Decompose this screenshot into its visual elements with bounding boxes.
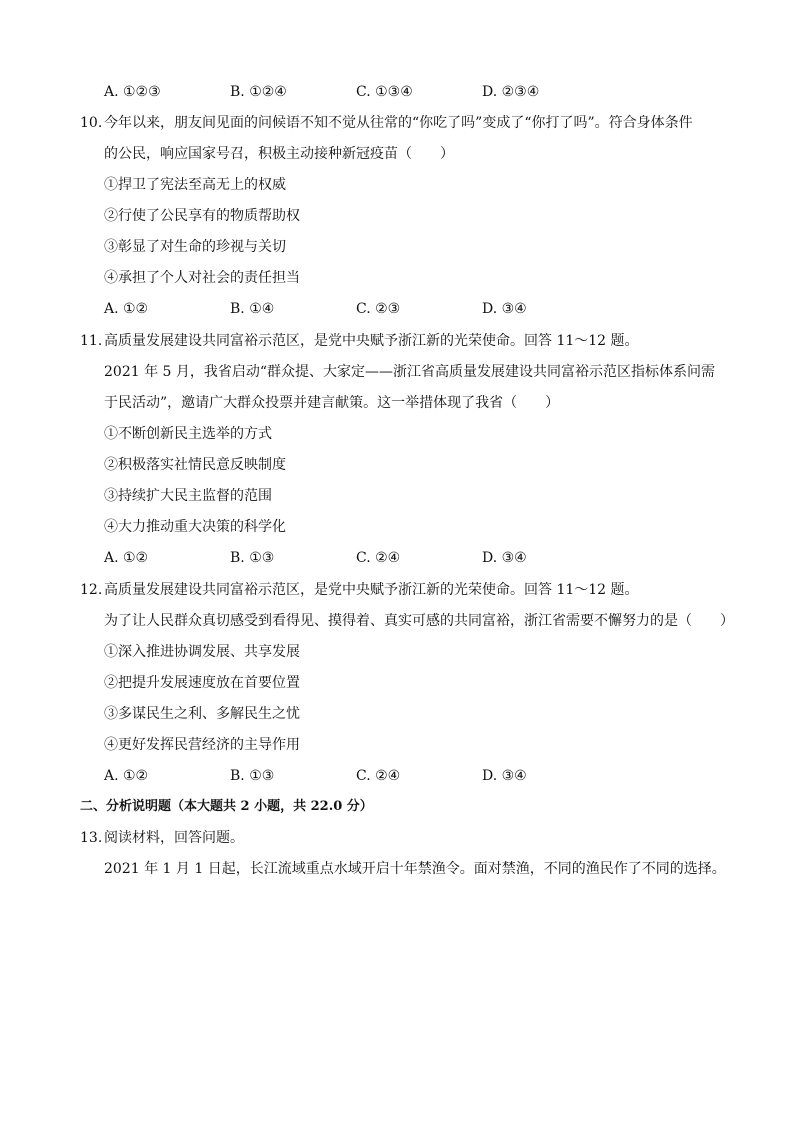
q10-item-2: ②行使了公民享有的物质帮助权 (104, 208, 300, 224)
q13-stem-line1: 2021 年 1 月 1 日起，长江流域重点水域开启十年禁渔令。面对禁渔，不同的渔民作了不同的选择。 (104, 861, 726, 877)
option-b: B. ①③ (230, 768, 275, 784)
q11-item-4: ④大力推动重大决策的科学化 (104, 519, 286, 535)
q10-item-3: ③彰显了对生命的珍视与关切 (104, 239, 286, 255)
q10-stem-line1: 今年以来，朋友间见面的问候语不知不觉从往常的“你吃了吗”变成了“你打了吗”。符合身体条件 (104, 115, 693, 131)
q12-number: 12. (80, 582, 103, 598)
q12-stem-line1: 为了让人民群众真切感受到看得见、摸得着、真实可感的共同富裕，浙江省需要不懈努力的是（ ） (104, 613, 734, 629)
q11-item-2: ②积极落实社情民意反映制度 (104, 457, 286, 473)
option-a: A. ①② (104, 301, 149, 317)
q11-number: 11. (80, 333, 103, 349)
q11-stem-line2: 于民活动”，邀请广大群众投票并建言献策。这一举措体现了我省（ ） (104, 395, 560, 411)
q12-item-4: ④更好发挥民营经济的主导作用 (104, 737, 300, 753)
option-d: D. ③④ (482, 768, 527, 784)
q10-options (104, 299, 664, 319)
q11-item-3: ③持续扩大民主监督的范围 (104, 488, 272, 504)
q11-options (104, 548, 664, 568)
q10-item-4: ④承担了个人对社会的责任担当 (104, 270, 300, 286)
option-a: A. ①②③ (104, 84, 161, 100)
q10-stem-line2: 的公民，响应国家号召，积极主动接种新冠疫苗（ ） (104, 146, 454, 162)
q12-item-3: ③多谋民生之利、多解民生之忧 (104, 706, 300, 722)
q13-number: 13. (80, 830, 103, 846)
option-d: D. ③④ (482, 301, 527, 317)
q12-intro: 高质量发展建设共同富裕示范区，是党中央赋予浙江新的光荣使命。回答 11～12 题。 (104, 582, 639, 598)
q10-number: 10. (80, 115, 103, 131)
q10-item-1: ①捍卫了宪法至高无上的权威 (104, 177, 286, 193)
option-b: B. ①②④ (230, 84, 287, 100)
option-c: C. ②③ (356, 301, 401, 317)
option-a: A. ①② (104, 768, 149, 784)
q12-item-2: ②把提升发展速度放在首要位置 (104, 675, 300, 691)
option-d: D. ③④ (482, 550, 527, 566)
option-a: A. ①② (104, 550, 149, 566)
q9-options (104, 82, 664, 102)
q11-intro: 高质量发展建设共同富裕示范区，是党中央赋予浙江新的光荣使命。回答 11～12 题。 (104, 333, 639, 349)
q12-item-1: ①深入推进协调发展、共享发展 (104, 644, 300, 660)
q11-item-1: ①不断创新民主选举的方式 (104, 426, 272, 442)
option-c: C. ②④ (356, 550, 401, 566)
option-c: C. ①③④ (356, 84, 413, 100)
q12-options (104, 766, 664, 786)
q13-intro: 阅读材料，回答问题。 (104, 830, 244, 846)
section-heading: 二、分析说明题（本大题共 2 小题，共 22.0 分） (80, 799, 373, 814)
option-d: D. ②③④ (482, 84, 540, 100)
option-b: B. ①④ (230, 301, 275, 317)
option-b: B. ①③ (230, 550, 275, 566)
q11-stem-line1: 2021 年 5 月，我省启动“群众提、大家定——浙江省高质量发展建设共同富裕示范区指标体系问需 (104, 364, 716, 380)
option-c: C. ②④ (356, 768, 401, 784)
